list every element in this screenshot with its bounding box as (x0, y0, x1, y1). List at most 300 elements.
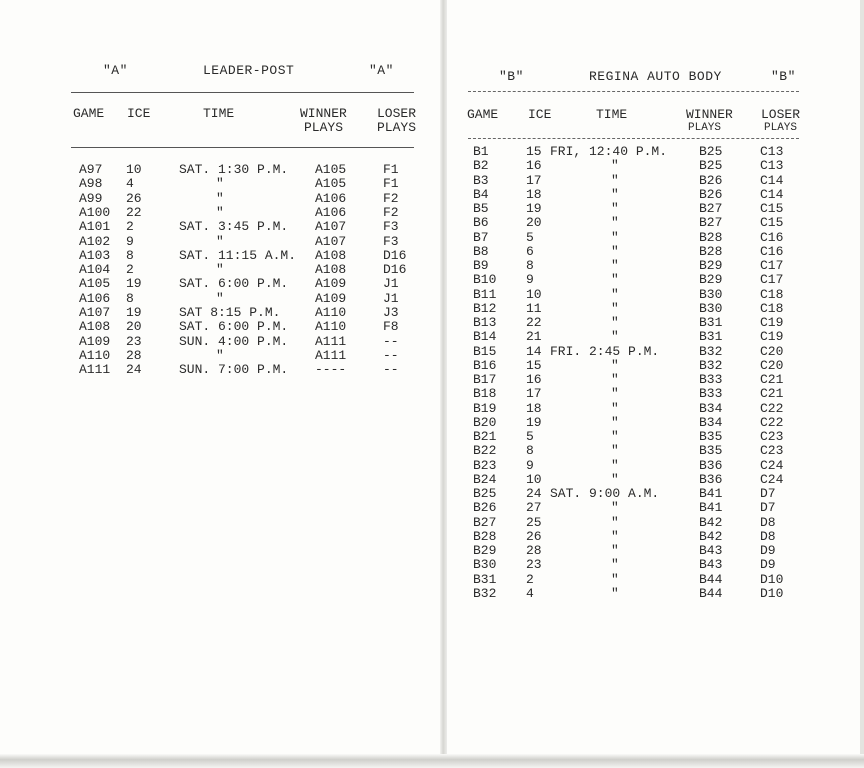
cell-time: SAT. 6:00 P.M. (179, 276, 289, 292)
cell-ice: 5 (526, 229, 534, 245)
cell-time: " (611, 372, 619, 387)
cell-winner: B28 (699, 229, 723, 245)
division-label-left: "B" (499, 69, 524, 84)
cell-time: SUN. 4:00 P.M. (179, 333, 289, 349)
cell-winner: B44 (699, 585, 723, 601)
table-row (447, 231, 864, 246)
cell-game: B27 (473, 514, 497, 530)
table-row (447, 174, 864, 189)
cell-winner: A111 (315, 347, 347, 363)
table-row (447, 316, 864, 331)
cell-time: " (611, 215, 619, 231)
cell-game: A97 (79, 162, 103, 177)
cell-time: " (611, 429, 619, 444)
cell-ice: 25 (526, 514, 542, 530)
table-row (447, 530, 864, 545)
cell-loser: D7 (760, 486, 776, 501)
cell-winner: A106 (315, 204, 347, 220)
cell-ice: 16 (526, 158, 542, 174)
cell-winner: B33 (699, 372, 723, 387)
cell-time: " (611, 300, 619, 316)
cell-game: B5 (473, 201, 489, 216)
table-row (447, 188, 864, 203)
cell-time: " (216, 204, 224, 220)
cell-time: " (611, 186, 619, 202)
cell-time: SAT. 6:00 P.M. (179, 319, 289, 335)
cell-ice: 8 (526, 443, 534, 459)
cell-loser: C17 (760, 272, 784, 288)
cell-game: B16 (473, 357, 497, 373)
cell-loser: C21 (760, 386, 784, 402)
cell-game: B13 (473, 315, 497, 330)
cell-ice: 18 (526, 400, 542, 416)
table-row (447, 288, 864, 303)
table-row (0, 335, 440, 350)
cell-ice: 4 (526, 585, 534, 601)
column-header-rule (71, 147, 414, 148)
cell-winner: B29 (699, 258, 723, 273)
cell-ice: 28 (526, 543, 542, 558)
cell-loser: D8 (760, 514, 776, 530)
cell-time: " (611, 571, 619, 587)
cell-loser: C22 (760, 400, 784, 416)
cell-game: B18 (473, 386, 497, 402)
cell-time: " (611, 585, 619, 601)
cell-time: " (611, 243, 619, 259)
cell-game: B10 (473, 272, 497, 288)
col-time: TIME (203, 106, 235, 121)
cell-ice: 26 (126, 190, 142, 206)
cell-loser: D16 (383, 262, 407, 278)
cell-game: B11 (473, 286, 497, 302)
table-row (447, 159, 864, 174)
cell-loser: C18 (760, 286, 784, 302)
cell-loser: F2 (383, 204, 399, 220)
cell-ice: 11 (526, 300, 542, 316)
cell-loser: F3 (383, 219, 399, 235)
table-row (447, 273, 864, 288)
cell-winner: A110 (315, 319, 347, 335)
cell-time: " (611, 229, 619, 245)
cell-time: SAT. 1:30 P.M. (179, 162, 289, 177)
table-row (447, 444, 864, 459)
cell-loser: C19 (760, 315, 784, 330)
cell-winner: B32 (699, 357, 723, 373)
cell-winner: B27 (699, 215, 723, 231)
cell-ice: 5 (526, 429, 534, 444)
cell-game: B7 (473, 229, 489, 245)
col-loser-2: PLAYS (764, 122, 798, 134)
header-rule (71, 92, 414, 93)
cell-loser: D8 (760, 528, 776, 544)
cell-time: " (611, 543, 619, 558)
cell-winner: B29 (699, 272, 723, 288)
cell-loser: F1 (383, 176, 399, 192)
cell-time: " (216, 190, 224, 206)
cell-ice: 6 (526, 243, 534, 259)
cell-winner: A105 (315, 176, 347, 192)
cell-ice: 23 (526, 557, 542, 573)
cell-winner: A110 (315, 305, 347, 320)
cell-game: A106 (79, 290, 111, 306)
table-row (447, 302, 864, 317)
cell-ice: 17 (526, 386, 542, 402)
cell-ice: 20 (126, 319, 142, 335)
cell-time: " (611, 514, 619, 530)
cell-winner: B30 (699, 286, 723, 302)
cell-ice: 22 (126, 204, 142, 220)
cell-time: " (611, 443, 619, 459)
cell-game: B31 (473, 571, 497, 587)
cell-time: " (611, 386, 619, 402)
cell-loser: -- (383, 333, 399, 349)
cell-loser: F1 (383, 162, 399, 177)
cell-loser: C15 (760, 215, 784, 231)
cell-loser: D10 (760, 571, 784, 587)
cell-time: " (216, 176, 224, 192)
cell-game: B25 (473, 486, 497, 501)
cell-time: " (216, 290, 224, 306)
cell-ice: 2 (126, 262, 134, 278)
table-row (447, 558, 864, 573)
cell-time: FRI, 12:40 P.M. (550, 144, 668, 159)
cell-winner: B44 (699, 571, 723, 587)
cell-game: B23 (473, 457, 497, 473)
cell-winner: B42 (699, 528, 723, 544)
cell-winner: A107 (315, 219, 347, 235)
cell-ice: 9 (126, 233, 134, 249)
cell-game: B9 (473, 258, 489, 273)
cell-ice: 9 (526, 457, 534, 473)
cell-winner: A107 (315, 233, 347, 249)
cell-time: " (611, 500, 619, 516)
cell-time: " (611, 329, 619, 345)
cell-loser: C15 (760, 201, 784, 216)
cell-game: B19 (473, 400, 497, 416)
right-page (447, 0, 864, 754)
cell-ice: 14 (526, 343, 542, 359)
cell-game: B12 (473, 300, 497, 316)
cell-game: A104 (79, 262, 111, 278)
cell-time: " (611, 557, 619, 573)
cell-game: A108 (79, 319, 111, 335)
cell-winner: A109 (315, 290, 347, 306)
cell-ice: 8 (126, 290, 134, 306)
table-row (447, 245, 864, 260)
cell-ice: 19 (126, 305, 142, 320)
cell-game: B28 (473, 528, 497, 544)
cell-game: B21 (473, 429, 497, 444)
cell-loser: -- (383, 347, 399, 363)
cell-game: B1 (473, 144, 489, 159)
cell-game: B29 (473, 543, 497, 558)
table-row (0, 277, 440, 292)
cell-ice: 17 (526, 172, 542, 188)
cell-time: " (611, 286, 619, 302)
cell-winner: B31 (699, 329, 723, 345)
cell-time: " (611, 158, 619, 174)
cell-ice: 10 (126, 162, 142, 177)
cell-ice: 21 (526, 329, 542, 345)
table-row (0, 235, 440, 250)
cell-winner: B25 (699, 158, 723, 174)
table-row (447, 459, 864, 474)
cell-time: SUN. 7:00 P.M. (179, 362, 289, 378)
cell-ice: 22 (526, 315, 542, 330)
cell-winner: B41 (699, 486, 723, 501)
cell-game: B4 (473, 186, 489, 202)
cell-ice: 15 (526, 144, 542, 159)
page-bottom-edge (0, 754, 864, 768)
cell-ice: 8 (526, 258, 534, 273)
cell-winner: B32 (699, 343, 723, 359)
cell-winner: B34 (699, 414, 723, 430)
table-row (447, 430, 864, 445)
table-row (447, 387, 864, 402)
cell-ice: 10 (526, 286, 542, 302)
cell-game: B24 (473, 471, 497, 487)
cell-loser: C14 (760, 172, 784, 188)
cell-time: SAT. 9:00 A.M. (550, 486, 660, 501)
cell-ice: 2 (126, 219, 134, 235)
cell-loser: C13 (760, 158, 784, 174)
table-row (447, 544, 864, 559)
cell-game: A98 (79, 176, 103, 192)
cell-game: B30 (473, 557, 497, 573)
table-row (0, 192, 440, 207)
left-page (0, 0, 440, 754)
col-winner-1: WINNER (686, 107, 733, 122)
cell-ice: 19 (526, 414, 542, 430)
cell-winner: B25 (699, 144, 723, 159)
table-row (447, 259, 864, 274)
cell-loser: C16 (760, 229, 784, 245)
cell-loser: C21 (760, 372, 784, 387)
cell-loser: J1 (383, 276, 399, 292)
table-row (447, 573, 864, 588)
cell-winner: B28 (699, 243, 723, 259)
sponsor-title: LEADER-POST (203, 63, 295, 78)
division-label-right: "A" (369, 63, 394, 78)
cell-loser: -- (383, 362, 399, 378)
cell-loser: C20 (760, 357, 784, 373)
cell-time: " (611, 172, 619, 188)
sponsor-title: REGINA AUTO BODY (589, 69, 722, 84)
col-game: GAME (73, 106, 105, 121)
cell-loser: D9 (760, 557, 776, 573)
cell-ice: 10 (526, 471, 542, 487)
cell-loser: C22 (760, 414, 784, 430)
cell-winner: B26 (699, 186, 723, 202)
cell-game: B22 (473, 443, 497, 459)
division-label-right: "B" (771, 69, 796, 84)
col-loser-1: LOSER (377, 106, 417, 121)
cell-game: A105 (79, 276, 111, 292)
cell-time: " (611, 258, 619, 273)
cell-loser: J3 (383, 305, 399, 320)
cell-ice: 15 (526, 357, 542, 373)
cell-ice: 24 (126, 362, 142, 378)
cell-ice: 2 (526, 571, 534, 587)
cell-loser: C17 (760, 258, 784, 273)
cell-time: " (611, 400, 619, 416)
page-fold (440, 0, 447, 760)
cell-game: B14 (473, 329, 497, 345)
col-time: TIME (596, 107, 628, 122)
cell-time: " (611, 414, 619, 430)
cell-winner: B30 (699, 300, 723, 316)
col-winner-2: PLAYS (304, 120, 344, 135)
cell-loser: C24 (760, 457, 784, 473)
cell-game: A102 (79, 233, 111, 249)
cell-loser: C20 (760, 343, 784, 359)
cell-loser: C13 (760, 144, 784, 159)
cell-loser: D7 (760, 500, 776, 516)
cell-time: " (611, 457, 619, 473)
cell-winner: B36 (699, 471, 723, 487)
table-row (447, 373, 864, 388)
cell-ice: 26 (526, 528, 542, 544)
cell-ice: 23 (126, 333, 142, 349)
table-row (447, 145, 864, 160)
cell-ice: 8 (126, 247, 134, 263)
cell-loser: D16 (383, 247, 407, 263)
table-row (0, 320, 440, 335)
cell-winner: B27 (699, 201, 723, 216)
col-winner-2: PLAYS (688, 122, 722, 134)
cell-winner: B43 (699, 557, 723, 573)
col-winner-1: WINNER (300, 106, 347, 121)
col-ice: ICE (528, 107, 552, 122)
cell-game: B32 (473, 585, 497, 601)
table-row (447, 516, 864, 531)
cell-ice: 16 (526, 372, 542, 387)
table-row (447, 587, 864, 602)
table-row (0, 177, 440, 192)
cell-loser: F3 (383, 233, 399, 249)
cell-loser: J1 (383, 290, 399, 306)
cell-time: SAT. 3:45 P.M. (179, 219, 289, 235)
table-row (447, 487, 864, 502)
cell-winner: B35 (699, 429, 723, 444)
cell-winner: A108 (315, 247, 347, 263)
cell-game: B3 (473, 172, 489, 188)
cell-time: " (611, 201, 619, 216)
cell-loser: F8 (383, 319, 399, 335)
cell-winner: B41 (699, 500, 723, 516)
cell-game: B15 (473, 343, 497, 359)
cell-time: " (216, 347, 224, 363)
cell-ice: 19 (526, 201, 542, 216)
cell-game: A110 (79, 347, 111, 363)
cell-time: " (216, 262, 224, 278)
cell-time: FRI. 2:45 P.M. (550, 343, 660, 359)
cell-game: B26 (473, 500, 497, 516)
table-row (447, 330, 864, 345)
cell-loser: C19 (760, 329, 784, 345)
cell-ice: 20 (526, 215, 542, 231)
cell-loser: C23 (760, 429, 784, 444)
cell-game: B6 (473, 215, 489, 231)
table-row (0, 363, 440, 378)
cell-time: " (611, 471, 619, 487)
cell-winner: A109 (315, 276, 347, 292)
cell-winner: B34 (699, 400, 723, 416)
cell-ice: 19 (126, 276, 142, 292)
table-row (0, 220, 440, 235)
cell-time: SAT 8:15 P.M. (179, 305, 281, 320)
cell-time: " (611, 315, 619, 330)
table-row (447, 416, 864, 431)
cell-winner: B36 (699, 457, 723, 473)
table-row (447, 216, 864, 231)
header-rule (468, 91, 799, 92)
cell-loser: C24 (760, 471, 784, 487)
cell-game: B2 (473, 158, 489, 174)
cell-time: " (611, 528, 619, 544)
table-row (447, 202, 864, 217)
cell-winner: B33 (699, 386, 723, 402)
cell-game: B17 (473, 372, 497, 387)
cell-winner: B35 (699, 443, 723, 459)
cell-ice: 28 (126, 347, 142, 363)
cell-time: " (611, 272, 619, 288)
cell-ice: 9 (526, 272, 534, 288)
cell-game: A103 (79, 247, 111, 263)
cell-winner: B26 (699, 172, 723, 188)
cell-loser: F2 (383, 190, 399, 206)
cell-game: A109 (79, 333, 111, 349)
table-row (447, 359, 864, 374)
cell-game: A99 (79, 190, 103, 206)
table-row (447, 501, 864, 516)
cell-game: A111 (79, 362, 111, 378)
cell-winner: ---- (315, 362, 347, 378)
col-loser-1: LOSER (761, 107, 801, 122)
cell-time: " (216, 233, 224, 249)
cell-game: A100 (79, 204, 111, 220)
col-game: GAME (467, 107, 499, 122)
cell-game: B8 (473, 243, 489, 259)
cell-time: SAT. 11:15 A.M. (179, 247, 297, 263)
division-label-left: "A" (103, 63, 128, 78)
cell-ice: 24 (526, 486, 542, 501)
cell-loser: C18 (760, 300, 784, 316)
table-row (447, 345, 864, 360)
cell-game: B20 (473, 414, 497, 430)
cell-winner: A105 (315, 162, 347, 177)
cell-loser: C16 (760, 243, 784, 259)
cell-loser: D10 (760, 585, 784, 601)
cell-winner: A111 (315, 333, 347, 349)
cell-game: A107 (79, 305, 111, 320)
cell-winner: A108 (315, 262, 347, 278)
cell-winner: A106 (315, 190, 347, 206)
table-row (447, 402, 864, 417)
cell-loser: C23 (760, 443, 784, 459)
column-header-rule (468, 138, 799, 139)
cell-ice: 18 (526, 186, 542, 202)
cell-winner: B42 (699, 514, 723, 530)
cell-winner: B31 (699, 315, 723, 330)
cell-loser: D9 (760, 543, 776, 558)
cell-ice: 4 (126, 176, 134, 192)
cell-winner: B43 (699, 543, 723, 558)
col-loser-2: PLAYS (377, 120, 417, 135)
cell-ice: 27 (526, 500, 542, 516)
col-ice: ICE (127, 106, 151, 121)
cell-loser: C14 (760, 186, 784, 202)
